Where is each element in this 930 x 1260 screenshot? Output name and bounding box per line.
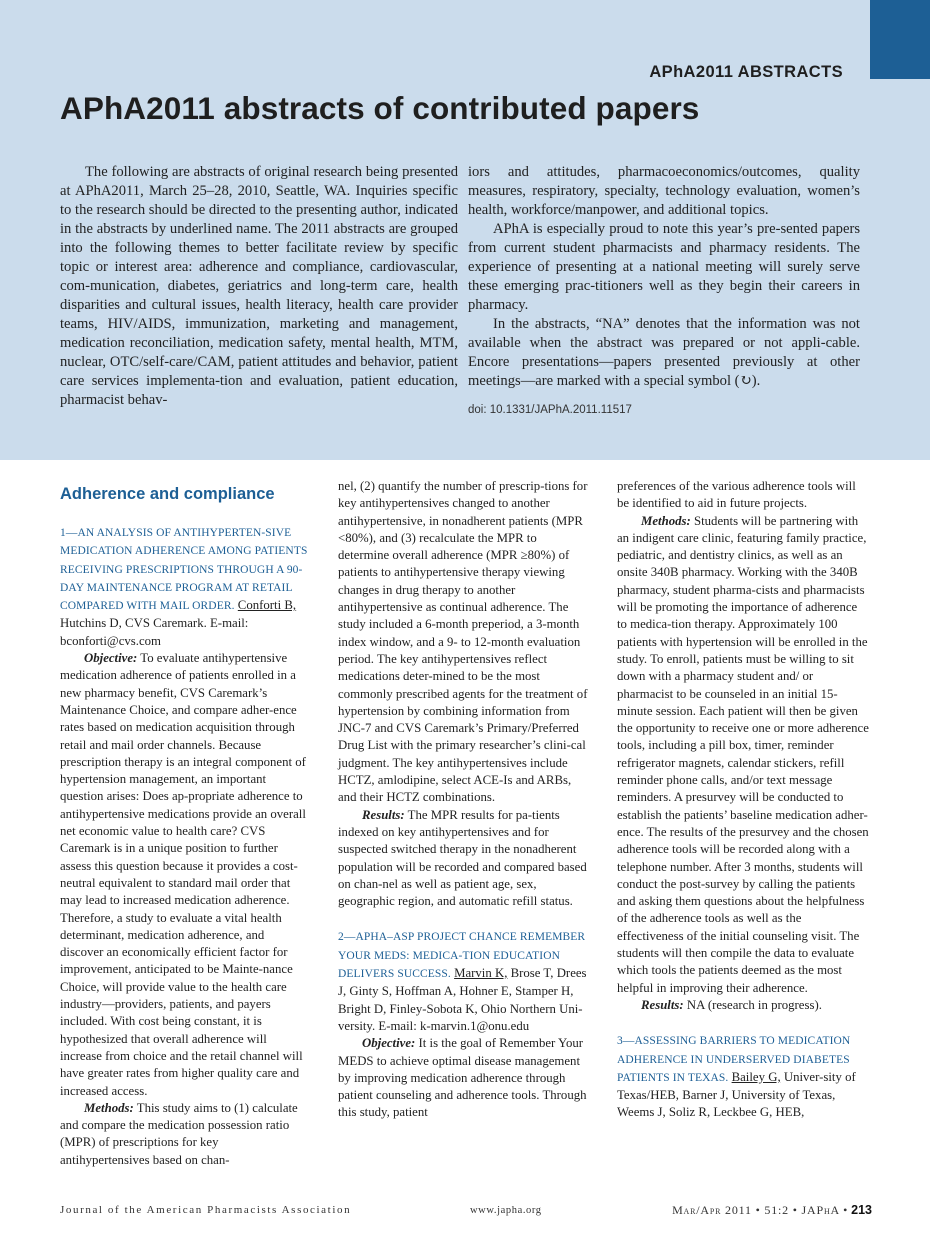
section-heading: Adherence and compliance xyxy=(60,485,275,503)
section-label: APhA2011 ABSTRACTS xyxy=(649,63,843,81)
abstract-2-results-text: NA (research in progress). xyxy=(683,997,822,1012)
abstract-1-results-text: The MPR results for pa-tients indexed on key antihypertensives and for suspected switched therapy in the nonadherent population will be recorded and compared based on chan-nel as well as patient age, sex, geographic region, and automatic refill status. xyxy=(338,807,587,909)
abstract-1-objective-text: To evaluate antihypertensive medication adherence of patients enrolled in a new pharmacy benefit, CVS Caremark’s Maintenance Choice, and compare adher-ence rates based on medication acquisition through retail and mail order channels. Because prescription therapy is an integral component of hypertension management, an important question arises: Does ap-propriate adherence to antihypertensive medications provide an overall net economic value to health care? CVS Caremark is in a unique position to further assess this question because it provides a cost-neutral equivalent to standard mail order that may lead to increased medication adherence. Therefore, a study to evaluate a vital health determinant, medication adherence, and discover an economically efficient factor for improvement, anticipated to be Mainte-nance Choice, will provide value to the health care industry—providers, patients, and payers included. With cost being constant, it is hypothesized that overall adherence will increase from choice and the retail channel will have greater rates from higher quality care and increased access. xyxy=(60,651,306,1098)
corner-color-tab xyxy=(870,0,930,79)
abstract-3-title: 3—ASSESSING BARRIERS TO MEDICATION ADHERENCE IN UNDERSERVED DIABETES PATIENTS IN TEXAS. xyxy=(617,1035,851,1084)
abstract-1-title: 1—AN ANALYSIS OF ANTIHYPERTEN-SIVE MEDICATION ADHERENCE AMONG PATIENTS RECEIVING PRESCRIPTIONS THROUGH A 90-DAY MAINTENANCE PROGRAM AT RETAIL COMPARED WITH MAIL ORDER. xyxy=(60,527,308,613)
footer-issue xyxy=(672,1203,872,1218)
abstract-1-header xyxy=(60,524,310,650)
abstract-2-results xyxy=(617,997,869,1014)
body-column-1 xyxy=(60,478,310,1169)
results-label: Results: xyxy=(362,807,405,822)
intro-paragraph-1: The following are abstracts of original research being presented at APhA2011, March 25–28, 2010, Seattle, WA. Inquiries specific to the research should be directed to the presenting author, indicated in the abstracts by underlined name. The 2011 abstracts are grouped into the following themes to better facilitate review by specific topic or interest area: adherence and compliance, cardiovascular, com-munication, diabetes, geriatrics and long-term care, health disparities and cultural issues, health literacy, health care provider teams, HIV/AIDS, immunization, marketing and management, medication reconciliation, medication safety, mental health, MTM, nuclear, OTC/self-care/CAM, patient attitudes and behavior, patient care services implementa-tion and evaluation, patient education, pharmacist behav- xyxy=(60,164,458,408)
abstract-1-methods-continued: nel, (2) quantify the number of prescrip-tions for key antihypertensives changed to another antihypertensive, in nonadherent patients (MPR <80%), and (3) recalculate the MPR to determine overall adherence (MPR ≥80%) of patients to antihypertensive therapy viewing changes in drug therapy to another antihypertensive as continual adherence. The study included a 6-month preperiod, a 3-month index window, and a 9- to 12-month evaluation period. The key antihypertensives reflect medications deter-mined to be the most commonly prescribed agents for the treatment of hypertension by combining information from JNC-7 and CVS Caremark’s Primary/Preferred Drug List with the primary researcher’s clini-cal judgment. The key antihypertensives include HCTZ, amlodipine, select ACE-Is and ARBs, and their HCTZ combinations. xyxy=(338,479,588,805)
intro-column-right xyxy=(468,163,860,420)
objective-label: Objective: xyxy=(362,1036,416,1051)
abstract-2-authors: Brose T, Drees J, Ginty S, Hoffman A, Hohner E, Stamper H, Bright D, Finley-Sobota K, Ohio Northern Uni-versity. E-mail: k-marvin.1@onu.edu xyxy=(338,966,587,1033)
abstract-1-methods-text: This study aims to (1) calculate and compare the medication possession ratio (MPR) of prescriptions for key antihypertensives based on chan- xyxy=(60,1100,298,1167)
abstract-2-objective xyxy=(338,1035,588,1121)
abstract-2-title: 2—APHA–ASP PROJECT CHANCE REMEMBER YOUR MEDS: MEDICA-TION EDUCATION DELIVERS SUCCESS. xyxy=(338,931,586,981)
abstract-2-methods-text: Students will be partnering with an indigent care clinic, featuring family practice, pediatric, and dentistry clinics, as well as an onsite 340B pharmacy. Working with the 340B pharmacy, student pharma-cists and pharmacists will be promoting the importance of adherence to medica-tion therapy. Approximately 100 patients with hypertension will be enrolled in the study. To enroll, patients must be willing to sit down with a pharmacy student and/ or pharmacist to be counseled in an initial 15-minute session. Each patient will then be given the opportunity to receive one or more adherence tools, including a pill box, timer, reminder refrigerator magnets, calendar stickers, refill reminder phone calls, and/or text message reminders. A presurvey will be conducted to establish the patients’ baseline medication adher-ence. The results of the presurvey and the chosen adherence tools will be recorded along with a telephone number. After 3 months, students will conduct the post-survey by calling the patients and asking them questions about the helpfulness of the adherence tools as well as the effectiveness of the initial counseling visit. The students will then compile the data to evaluate which tools the patients deemed as the most helpful in improving their adherence. xyxy=(617,513,869,995)
body-column-3 xyxy=(617,478,869,1122)
abstract-2 xyxy=(338,928,588,1121)
abstract-3-header xyxy=(617,1032,869,1121)
abstract-2-methods xyxy=(617,513,869,997)
objective-label: Objective: xyxy=(84,651,138,666)
intro-paragraph-1-continued: iors and attitudes, pharmacoeconomics/outcomes, quality measures, respiratory, specialty, technology evaluation, women’s health, workforce/manpower, and additional topics. xyxy=(468,164,860,218)
intro-column-left xyxy=(60,163,458,410)
abstract-3-presenter: Bailey G, xyxy=(731,1069,781,1084)
abstract-2-objective-continued: preferences of the various adherence tools will be identified to aid in future projects. xyxy=(617,479,856,511)
abstract-2-header xyxy=(338,928,588,1035)
abstract-2-objective-text: It is the goal of Remember Your MEDS to achieve optimal disease management by improving medication adherence through patient counseling and adherence tools. Through this study, patient xyxy=(338,1036,587,1120)
page-number: 213 xyxy=(851,1203,872,1217)
footer-issue-info: Mar/Apr 2011 • 51:2 • JAPhA • xyxy=(672,1203,849,1217)
results-label: Results: xyxy=(641,997,684,1012)
doi-link[interactable]: doi: 10.1331/JAPhA.2011.11517 xyxy=(468,404,632,416)
abstract-1-authors: Hutchins D, CVS Caremark. E-mail: bconforti@cvs.com xyxy=(60,616,249,648)
footer-journal-name: Journal of the American Pharmacists Association xyxy=(60,1204,352,1216)
methods-label: Methods: xyxy=(84,1100,134,1115)
footer-url[interactable]: www.japha.org xyxy=(470,1205,542,1216)
intro-paragraph-2: APhA is especially proud to note this year’s pre-sented papers from current student pharmacists and pharmacy residents. The experience of presenting at a national meeting will surely serve these emerging prac-titioners well as they begin their careers in pharmacy. xyxy=(468,221,860,313)
abstract-3 xyxy=(617,1032,869,1121)
body-column-2 xyxy=(338,478,588,1122)
intro-paragraph-3: In the abstracts, “NA” denotes that the information was not available when the abstract was prepared or not appli-cable. Encore presentations—papers presented previously at other meetings—are marked with a special symbol (↻). xyxy=(468,316,860,389)
page-title: APhA2011 abstracts of contributed papers xyxy=(60,90,700,126)
abstract-2-presenter: Marvin K, xyxy=(454,966,508,981)
abstract-1-methods xyxy=(60,1100,310,1169)
abstract-1-presenter: Conforti B, xyxy=(237,598,297,613)
abstract-1-results xyxy=(338,807,588,911)
abstract-1-objective xyxy=(60,650,310,1100)
abstract-3-authors: Univer-sity of Texas/HEB, Barner J, University of Texas, Weems J, Soliz R, Leckbee G, HEB, xyxy=(617,1069,856,1120)
methods-label: Methods: xyxy=(641,513,691,528)
